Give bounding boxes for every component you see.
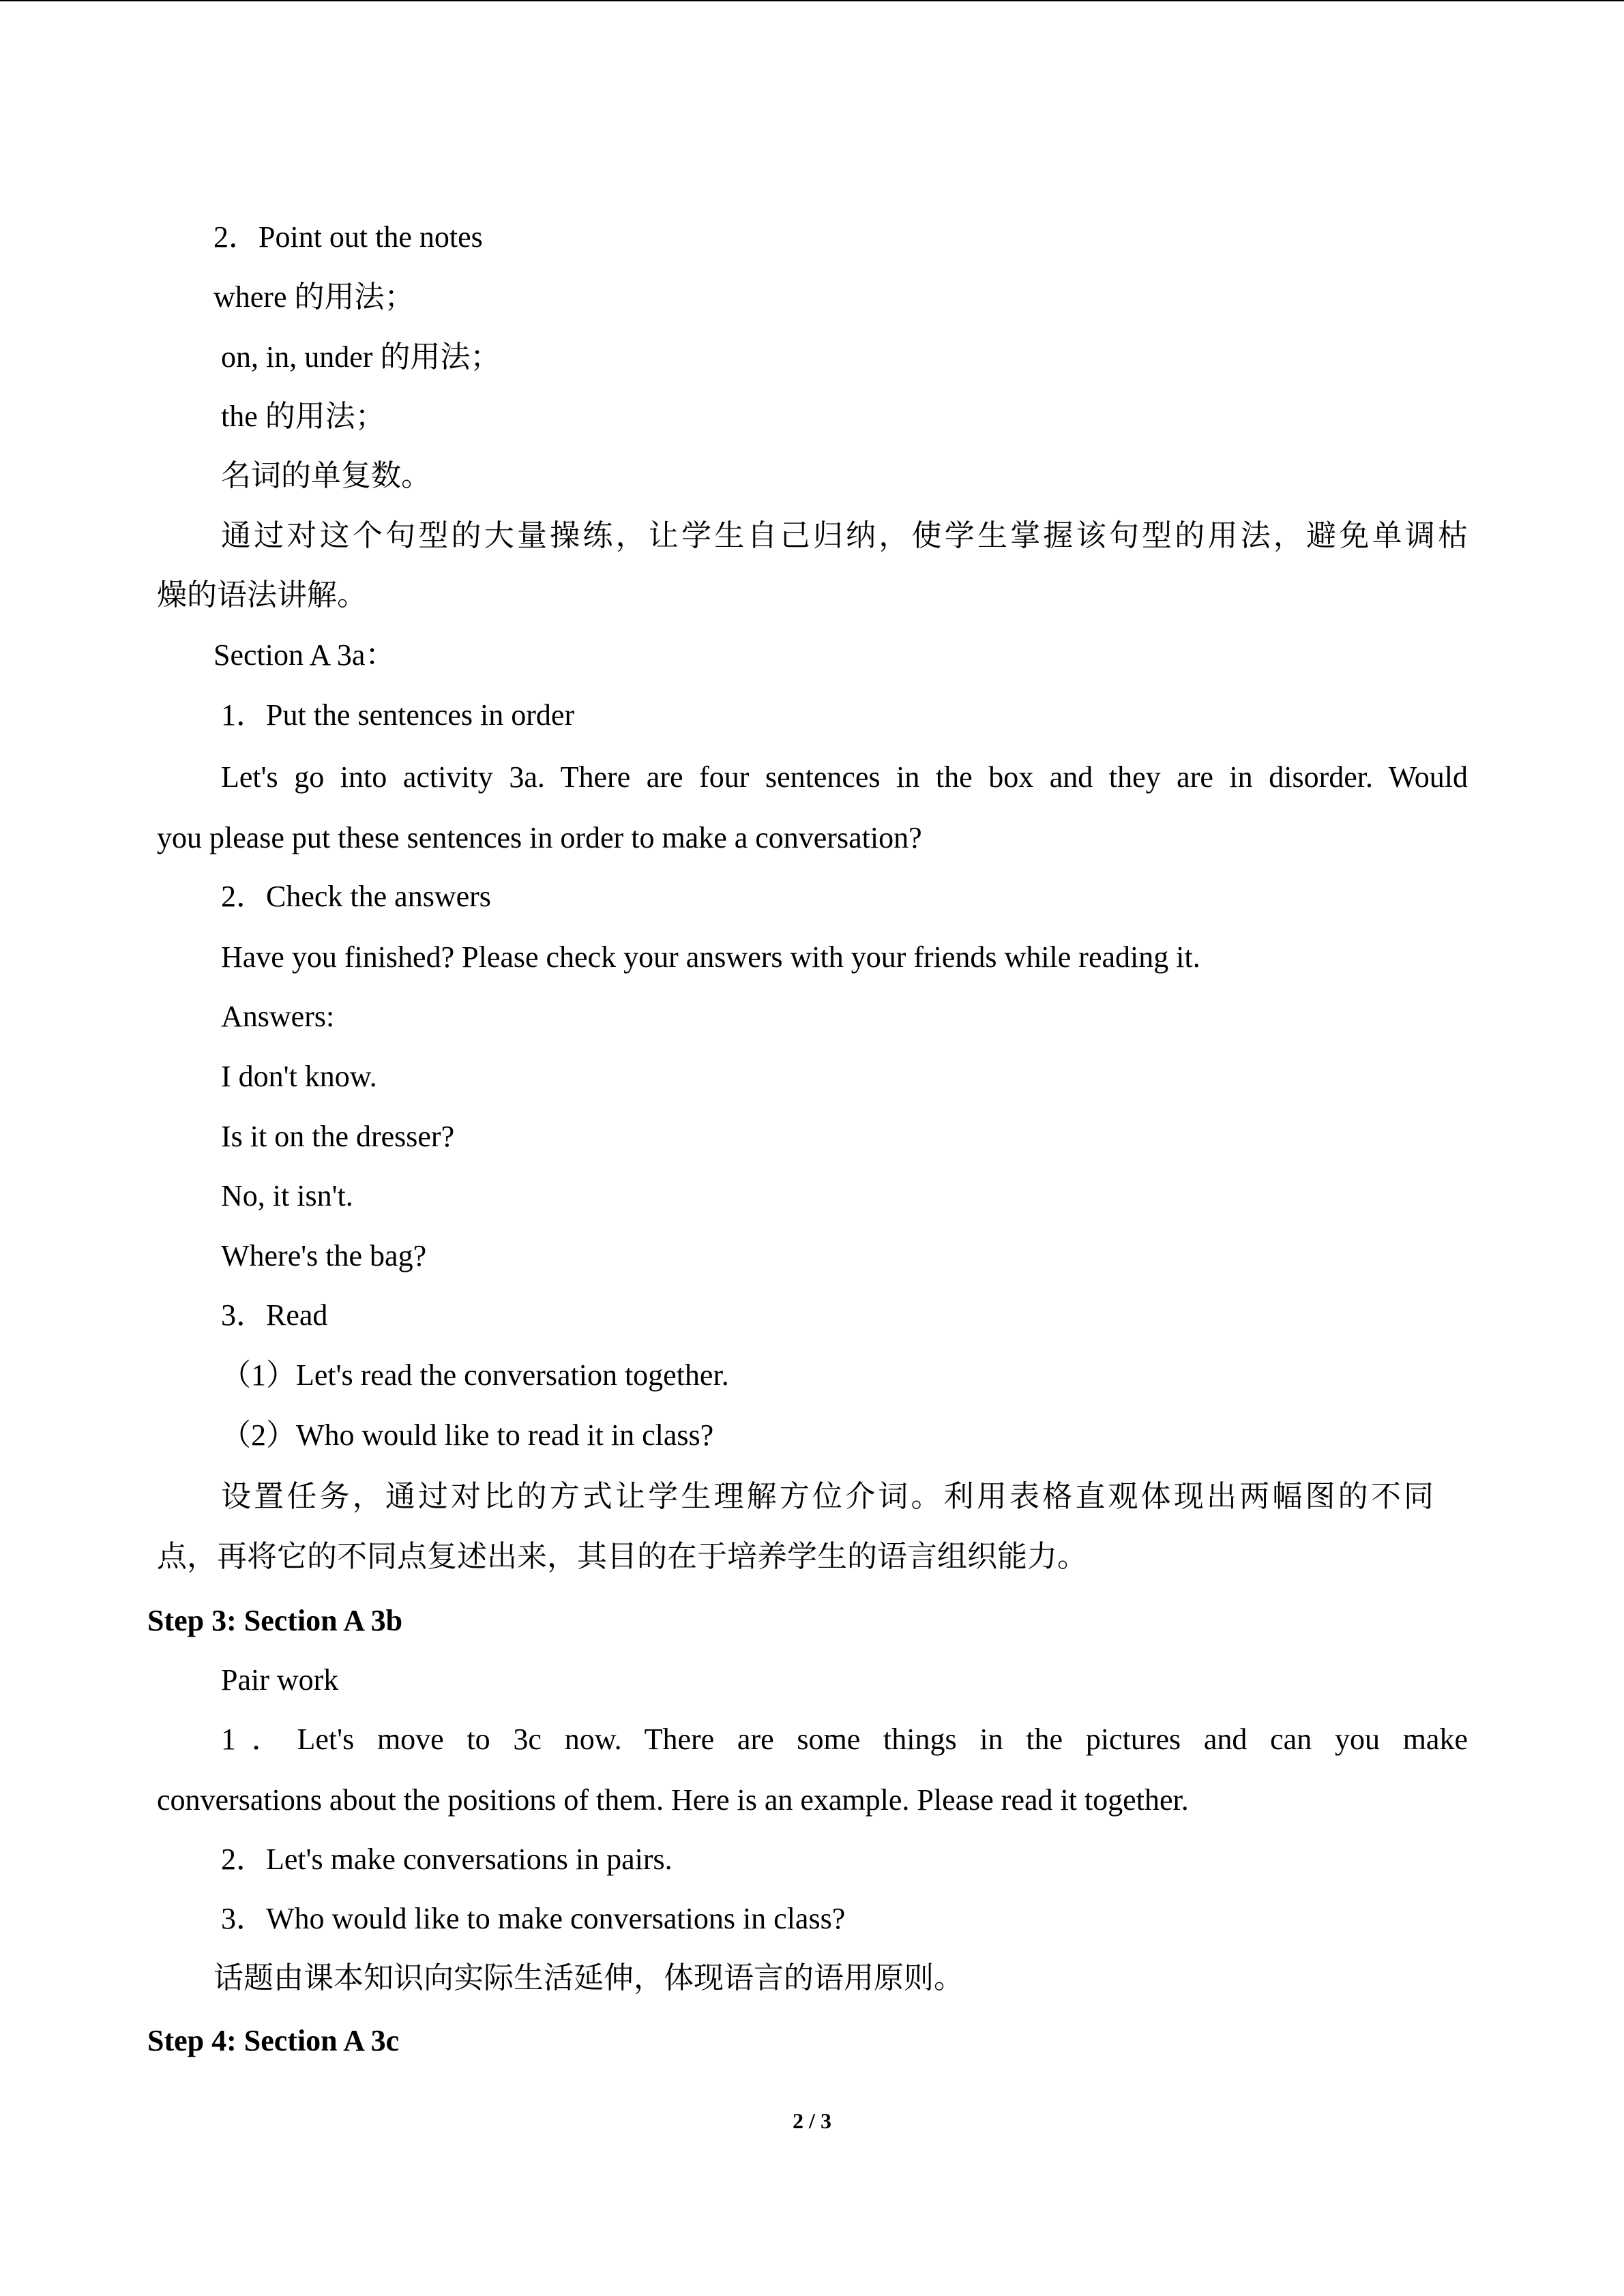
commentary-drill-line1: 通过对这个句型的大量操练，让学生自己归纳，使学生掌握该句型的用法，避免单调枯: [221, 519, 1468, 552]
commentary-topic: 话题由课本知识向实际生活延伸，体现语言的语用原则。: [213, 1961, 964, 1995]
activity-3a-instructions-line2: you please put these sentences in order to make a conversation?: [157, 821, 922, 854]
step-point-out-notes: 2．Point out the notes: [213, 220, 483, 254]
answer-line: Where's the bag?: [221, 1239, 427, 1272]
step-3c-instructions-line1: 1．Let's move to 3c now. There are some things in the pictures and can you make: [221, 1723, 1468, 1756]
step-conversations-in-class: 3．Who would like to make conversations in class?: [221, 1902, 846, 1935]
answers-label: Answers:: [221, 1000, 335, 1033]
read-substep-1: （1）Let's read the conversation together.: [221, 1358, 729, 1392]
commentary-drill-line2: 燥的语法讲解。: [157, 578, 367, 612]
note-on-in-under: on, in, under 的用法；: [221, 340, 501, 374]
step-3c-instructions-line2: conversations about the positions of them. Here is an example. Please read it together.: [157, 1783, 1189, 1817]
step-3-heading: Step 3: Section A 3b: [147, 1604, 403, 1637]
step-put-in-order: 1．Put the sentences in order: [221, 698, 575, 732]
page-number: 2 / 3: [793, 2108, 831, 2133]
pair-work-label: Pair work: [221, 1663, 339, 1697]
check-answers-instructions: Have you finished? Please check your answers with your friends while reading it.: [221, 940, 1200, 974]
answer-line: No, it isn't.: [221, 1179, 353, 1212]
commentary-task-line2: 点，再将它的不同点复述出来，其目的在于培养学生的语言组织能力。: [157, 1540, 1087, 1573]
commentary-task-line1: 设置任务，通过对比的方式让学生理解方位介词。利用表格直观体现出两幅图的不同: [221, 1480, 1434, 1513]
step-make-conversations: 2．Let's make conversations in pairs.: [221, 1843, 673, 1876]
answer-line: I don't know.: [221, 1060, 377, 1093]
step-read: 3．Read: [221, 1298, 328, 1332]
note-where: where 的用法；: [213, 280, 415, 314]
step-4-heading: Step 4: Section A 3c: [147, 2024, 400, 2057]
step-check-answers: 2．Check the answers: [221, 880, 491, 913]
note-nouns: 名词的单复数。: [221, 459, 431, 492]
section-a-3a-heading: Section A 3a：: [213, 638, 396, 672]
answer-line: Is it on the dresser?: [221, 1120, 455, 1153]
note-the: the 的用法；: [221, 400, 385, 433]
activity-3a-instructions-line1: Let's go into activity 3a. There are four sentences in the box and they are in disorder. Would: [221, 760, 1468, 794]
read-substep-2: （2）Who would like to read it in class?: [221, 1418, 714, 1452]
